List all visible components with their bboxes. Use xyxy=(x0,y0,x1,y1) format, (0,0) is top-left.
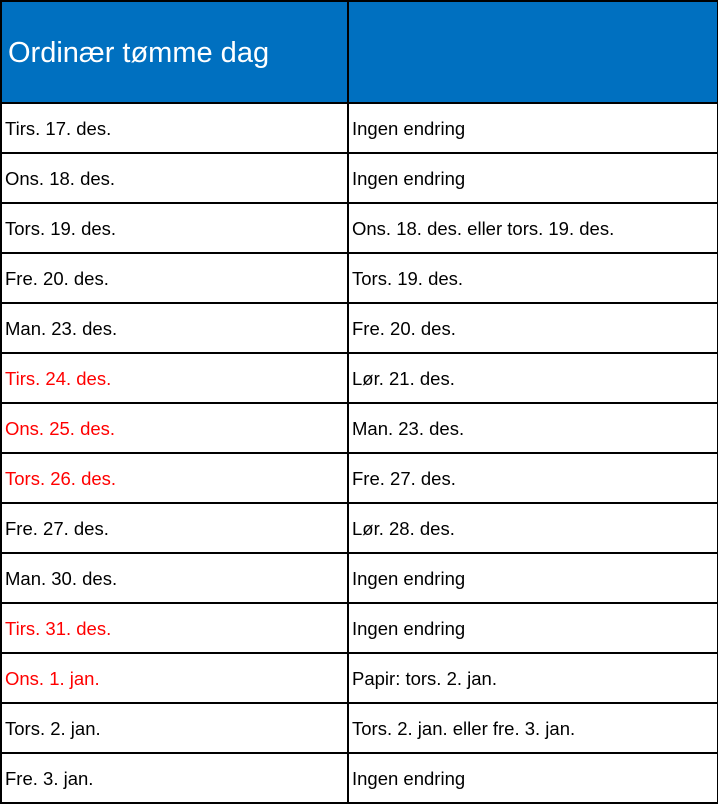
ordinary-day-cell: Tors. 26. des. xyxy=(1,453,348,503)
table-header-row xyxy=(1,1,718,103)
ordinary-day-cell: Tors. 2. jan. xyxy=(1,703,348,753)
table-row xyxy=(1,153,718,203)
new-day-cell: Ingen endring xyxy=(348,103,718,153)
new-day-cell: Lør. 28. des. xyxy=(348,503,718,553)
new-day-cell: Tors. 19. des. xyxy=(348,253,718,303)
ordinary-day-cell: Fre. 20. des. xyxy=(1,253,348,303)
new-day-cell: Fre. 27. des. xyxy=(348,453,718,503)
new-day-cell: Man. 23. des. xyxy=(348,403,718,453)
table-row xyxy=(1,453,718,503)
table-row xyxy=(1,353,718,403)
table-row xyxy=(1,753,718,803)
ordinary-day-cell: Man. 23. des. xyxy=(1,303,348,353)
ordinary-day-cell: Ons. 25. des. xyxy=(1,403,348,453)
table-row xyxy=(1,303,718,353)
ordinary-day-cell: Ons. 1. jan. xyxy=(1,653,348,703)
table-body xyxy=(1,103,718,803)
header-new-day xyxy=(348,1,718,103)
ordinary-day-cell: Tors. 19. des. xyxy=(1,203,348,253)
table-row xyxy=(1,103,718,153)
table-row xyxy=(1,253,718,303)
ordinary-day-cell: Tirs. 31. des. xyxy=(1,603,348,653)
table-row xyxy=(1,403,718,453)
new-day-cell: Ons. 18. des. eller tors. 19. des. xyxy=(348,203,718,253)
new-day-cell: Papir: tors. 2. jan. xyxy=(348,653,718,703)
new-day-cell: Ingen endring xyxy=(348,153,718,203)
new-day-cell: Ingen endring xyxy=(348,753,718,803)
header-ordinary-day: Ordinær tømme dag xyxy=(1,1,348,103)
table-row xyxy=(1,653,718,703)
table-row xyxy=(1,603,718,653)
ordinary-day-cell: Fre. 3. jan. xyxy=(1,753,348,803)
ordinary-day-cell: Tirs. 17. des. xyxy=(1,103,348,153)
table-row xyxy=(1,553,718,603)
new-day-cell: Ingen endring xyxy=(348,553,718,603)
new-day-cell: Ingen endring xyxy=(348,603,718,653)
ordinary-day-cell: Fre. 27. des. xyxy=(1,503,348,553)
new-day-cell: Fre. 20. des. xyxy=(348,303,718,353)
table-row xyxy=(1,703,718,753)
ordinary-day-cell: Man. 30. des. xyxy=(1,553,348,603)
new-day-cell: Tors. 2. jan. eller fre. 3. jan. xyxy=(348,703,718,753)
table-row xyxy=(1,503,718,553)
table-row xyxy=(1,203,718,253)
new-day-cell: Lør. 21. des. xyxy=(348,353,718,403)
ordinary-day-cell: Ons. 18. des. xyxy=(1,153,348,203)
ordinary-day-cell: Tirs. 24. des. xyxy=(1,353,348,403)
